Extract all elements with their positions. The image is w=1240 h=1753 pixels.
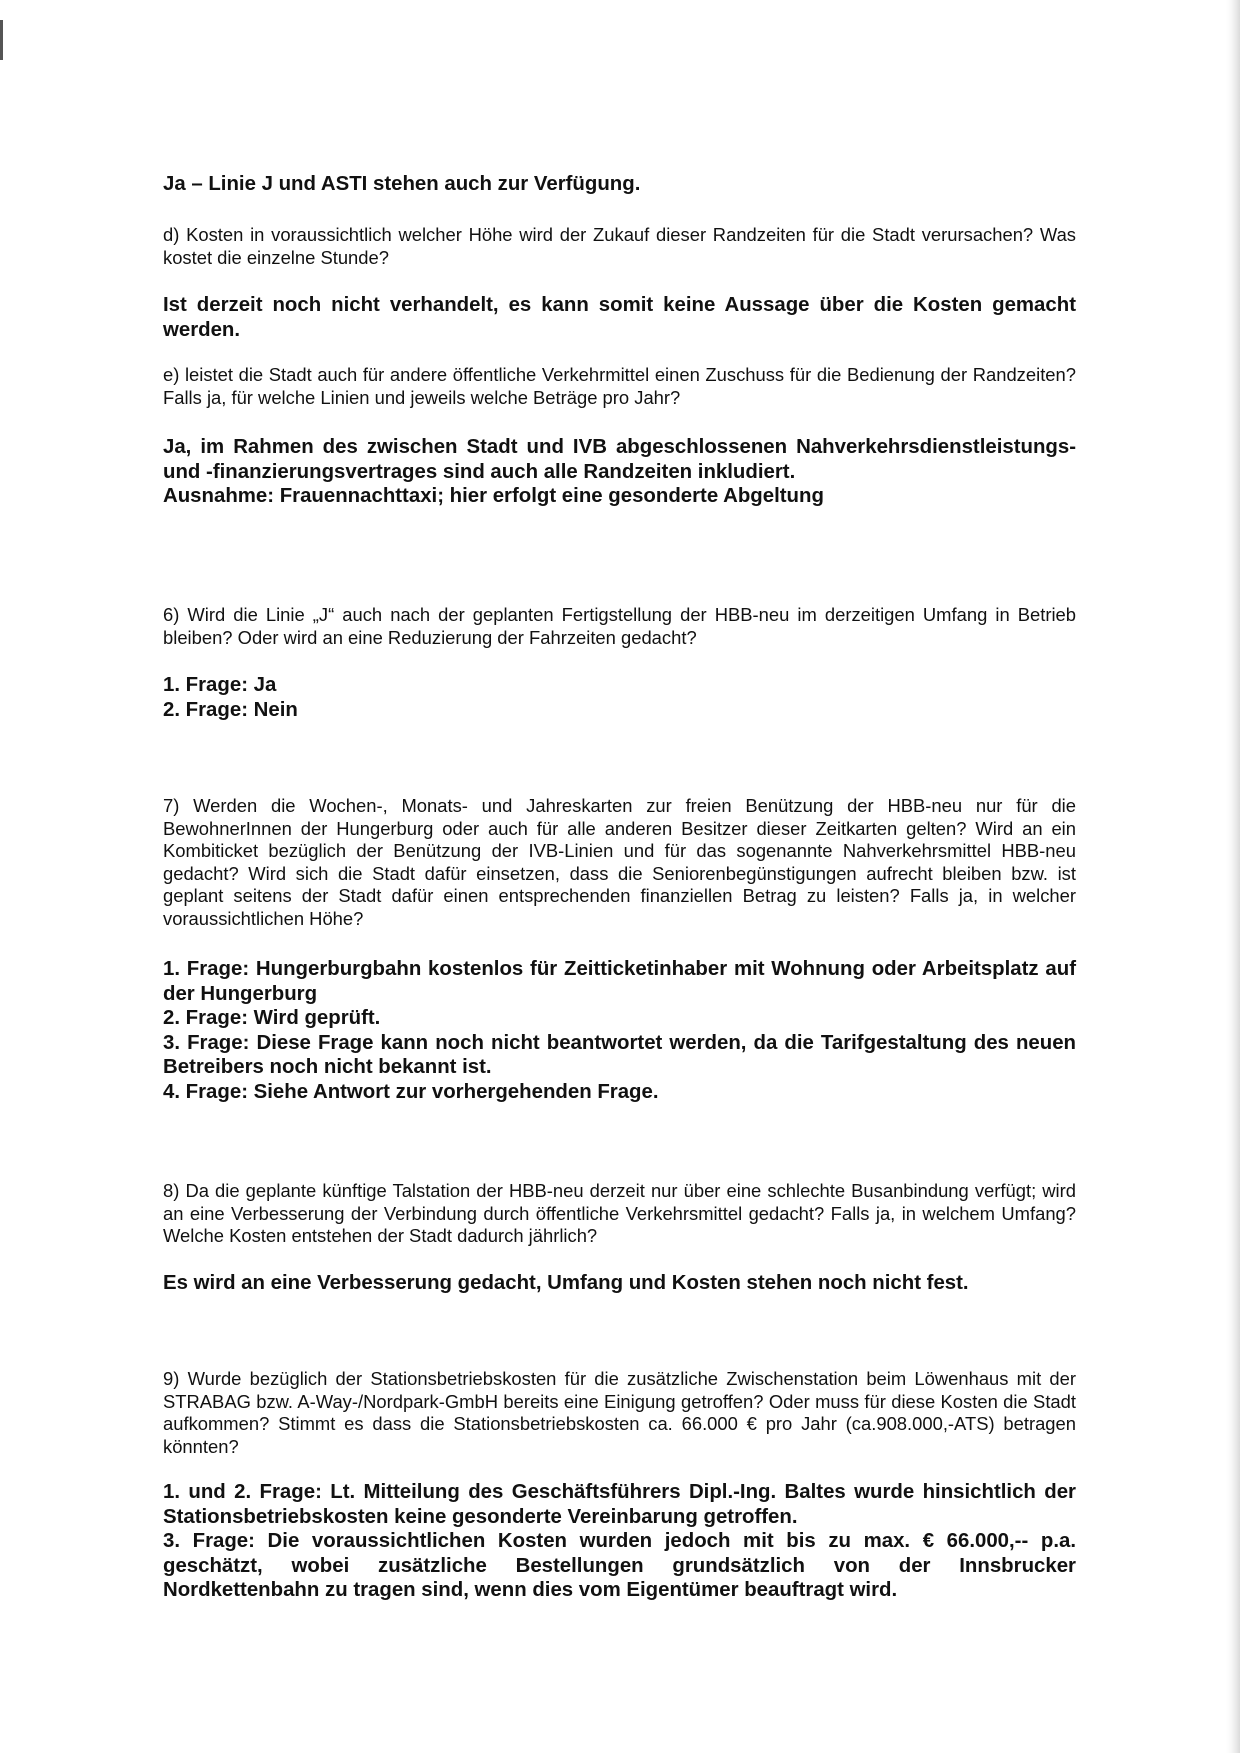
- scan-artifact-left: [0, 20, 3, 60]
- answer-7-line-1: 1. Frage: Hungerburgbahn kostenlos für Zeitticketinhaber mit Wohnung oder Arbeitsplatz auf der Hungerburg: [163, 958, 1076, 1005]
- answer-6-text: [163, 673, 1076, 722]
- question-8-text: 8) Da die geplante künftige Talstation der HBB-neu derzeit nur über eine schlechte Busanbindung verfügt; wird an eine Verbesserung der Verbindung durch öffentliche Verkehrsmittel gedacht? Falls ja, in welchem Umfang? Welche Kosten entstehen der Stadt dadurch jährlich?: [163, 1180, 1076, 1247]
- answer-e: [163, 435, 1076, 509]
- answer-intro: [163, 172, 1076, 197]
- question-d: [163, 224, 1076, 269]
- answer-9-text: [163, 1480, 1076, 1603]
- answer-7-line-3: 3. Frage: Diese Frage kann noch nicht beantwortet werden, da die Tarifgestaltung des neuen Betreibers noch nicht bekannt ist.: [163, 1031, 1076, 1079]
- answer-9-line-2: 3. Frage: Die voraussichtlichen Kosten wurden jedoch mit bis zu max. € 66.000,-- p.a. geschätzt, wobei zusätzliche Bestellungen grundsätzlich von der Innsbrucker Nordkettenbahn zu tragen sind, wenn dies vom Eigentümer beauftragt wird.: [163, 1530, 1076, 1602]
- answer-6-line-2: 2. Frage: Nein: [163, 698, 298, 721]
- answer-e-line-2: Ausnahme: Frauennachttaxi; hier erfolgt eine gesonderte Abgeltung: [163, 485, 824, 508]
- answer-7-line-4: 4. Frage: Siehe Antwort zur vorhergehenden Frage.: [163, 1080, 659, 1103]
- answer-8: [163, 1271, 1076, 1296]
- question-9-text: 9) Wurde bezüglich der Stationsbetriebskosten für die zusätzliche Zwischenstation beim Löwenhaus mit der STRABAG bzw. A-Way-/Nordpark-GmbH bereits eine Einigung getroffen? Oder muss für diese Kosten die Stadt aufkommen? Stimmt es dass die Stationsbetriebskosten ca. 66.000 € pro Jahr (ca.908.000,-ATS) betragen könnten?: [163, 1368, 1076, 1457]
- scan-artifact-right: [1226, 0, 1240, 1753]
- answer-9: [163, 1480, 1076, 1603]
- question-7-text: 7) Werden die Wochen-, Monats- und Jahreskarten zur freien Benützung der HBB-neu nur für die BewohnerInnen der Hungerburg oder auch für alle anderen Besitzer dieser Zeitkarten gelten? Wird an ein Kombiticket bezüglich der Benützung der IVB-Linien und für das sogenannte Nahverkehrsmittel HBB-neu gedacht? Wird sich die Stadt dafür einsetzen, dass die Seniorenbegünstigungen aufrecht bleiben bzw. ist geplant seitens der Stadt dafür einen entsprechenden finanziellen Betrag zu leisten? Falls ja, in welcher voraussichtlichen Höhe?: [163, 795, 1076, 929]
- question-8: [163, 1180, 1076, 1248]
- answer-d-text: Ist derzeit noch nicht verhandelt, es kann somit keine Aussage über die Kosten gemacht werden.: [163, 294, 1076, 341]
- question-6-text: 6) Wird die Linie „J“ auch nach der geplanten Fertigstellung der HBB-neu im derzeitigen Umfang in Betrieb bleiben? Oder wird an eine Reduzierung der Fahrzeiten gedacht?: [163, 604, 1076, 648]
- question-d-text: d) Kosten in voraussichtlich welcher Höhe wird der Zukauf dieser Randzeiten für die Stadt verursachen? Was kostet die einzelne Stunde?: [163, 224, 1076, 268]
- answer-7: [163, 957, 1076, 1105]
- answer-e-text: [163, 435, 1076, 509]
- question-e: [163, 364, 1076, 409]
- question-e-text: e) leistet die Stadt auch für andere öffentliche Verkehrmittel einen Zuschuss für die Bedienung der Randzeiten? Falls ja, für welche Linien und jeweils welche Beträge pro Jahr?: [163, 364, 1076, 408]
- answer-7-line-2: 2. Frage: Wird geprüft.: [163, 1007, 381, 1030]
- answer-e-line-1: Ja, im Rahmen des zwischen Stadt und IVB abgeschlossenen Nahverkehrsdienstleistungs- und -finanzierungsvertrages sind auch alle Randzeiten inkludiert.: [163, 436, 1076, 483]
- answer-6: [163, 673, 1076, 722]
- answer-7-text: [163, 957, 1076, 1105]
- question-6: [163, 604, 1076, 649]
- answer-9-line-1: 1. und 2. Frage: Lt. Mitteilung des Geschäftsführers Dipl.-Ing. Baltes wurde hinsichtlich der Stationsbetriebskosten keine gesonderte Vereinbarung getroffen.: [163, 1481, 1076, 1528]
- question-9: [163, 1368, 1076, 1458]
- answer-6-line-1: 1. Frage: Ja: [163, 674, 277, 696]
- answer-intro-text: Ja – Linie J und ASTI stehen auch zur Verfügung.: [163, 173, 641, 195]
- answer-8-text: Es wird an eine Verbesserung gedacht, Umfang und Kosten stehen noch nicht fest.: [163, 1272, 969, 1294]
- question-7: [163, 795, 1076, 931]
- answer-d: [163, 293, 1076, 342]
